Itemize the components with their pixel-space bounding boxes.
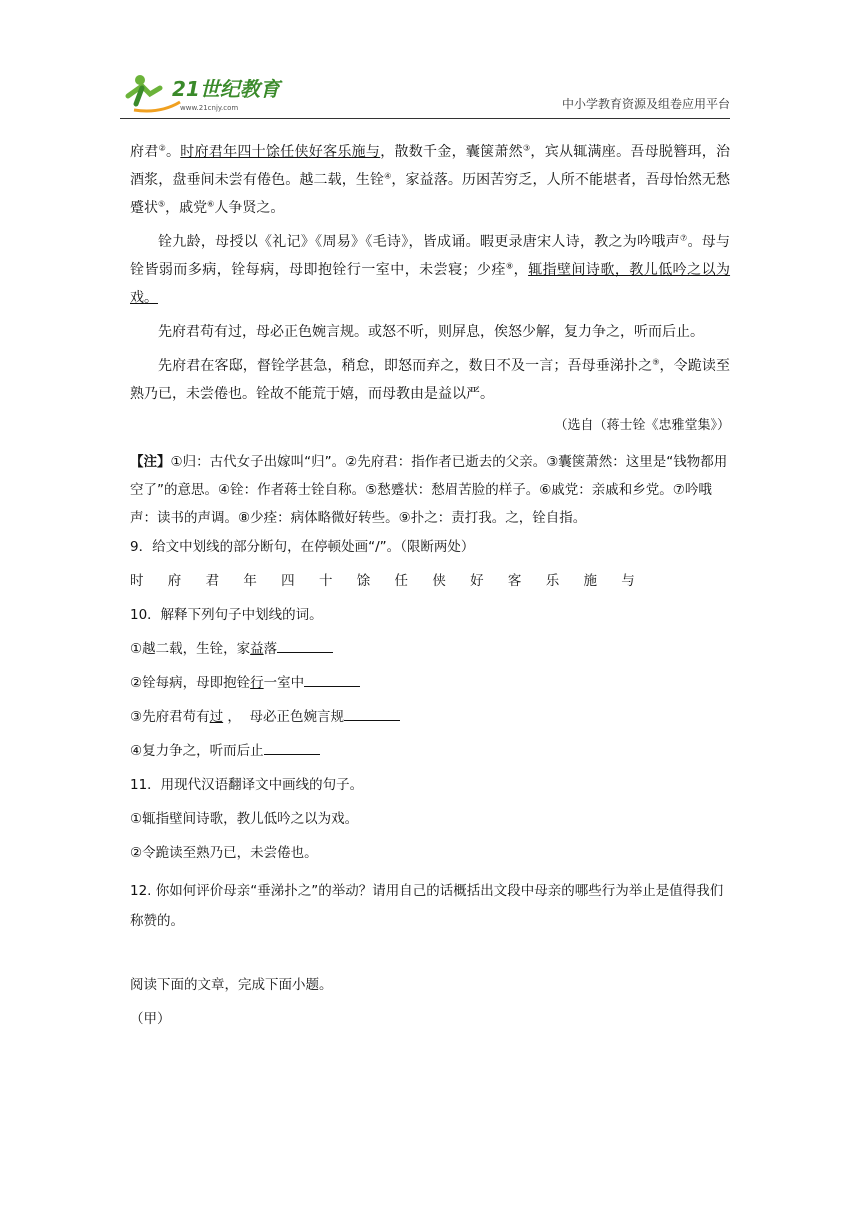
question-9-line: 时 府 君 年 四 十 馀 任 侠 好 客 乐 施 与	[130, 573, 645, 589]
site-logo	[120, 66, 290, 116]
passage-paragraph-4: 先府君在客邸，督铨学甚急，稍怠，即怒而弃之，数日不及一言；吾母垂涕扑之⑨，令跪读至熟乃已，未尝倦也。铨故不能荒于嬉，而母教由是益以严。	[130, 357, 731, 402]
answer-blank[interactable]	[277, 638, 333, 653]
passage-paragraph-1: 府君②。时府君年四十馀任侠好客乐施与，散数千金，囊箧萧然③，宾从辄满座。吾母脱簪珥，治酒浆，盘垂间未尝有倦色。越二载，生铨④，家益落。历困苦穷乏，人所不能堪者，吾母怡然无愁蹙状⑤，戚党⑥人争贤之。	[130, 143, 731, 216]
annotations: 【注】①归：古代女子出嫁叫“归”。②先府君：指作者已逝去的父亲。③囊箧萧然：这里是“钱物都用空了”的意思。④铨：作者蒋士铨自称。⑤愁蹙状：愁眉苦脸的样子。⑥戚党：亲戚和乡党。⑦吟哦声：读书的声调。⑧少痊：病体略微好转些。⑨扑之：责打我。之，铨自指。	[130, 454, 728, 526]
page-header	[120, 66, 730, 119]
question-11-item-2: ②令跪读至熟乃已，未尝倦也。	[130, 845, 318, 861]
question-11-item-1: ①辄指壁间诗歌，教儿低吟之以为戏。	[130, 811, 359, 827]
question-12: 12. 你如何评价母亲“垂涕扑之”的举动？请用自己的话概括出文段中母亲的哪些行为举止是值得我们称赞的。	[130, 883, 724, 929]
question-11: 11．用现代汉语翻译文中画线的句子。	[130, 777, 364, 793]
underlined-sentence-1: 时府君年四十馀任侠好客乐施与	[180, 144, 381, 160]
answer-blank[interactable]	[344, 706, 400, 721]
question-10: 10．解释下列句子中划线的词。	[130, 607, 323, 623]
passage-paragraph-3: 先府君苟有过，母必正色婉言规。或怒不听，则屏息，俟怒少解，复力争之，听而后止。	[158, 324, 704, 340]
passage-source: （选自（蒋士铨《忠雅堂集》）	[554, 418, 730, 433]
next-section-part: （甲）	[130, 1011, 171, 1027]
question-9: 9．给文中划线的部分断句，在停顿处画“/”。（限断两处）	[130, 539, 475, 555]
question-10-item-2: ②铨每病，母即抱铨行一室中	[130, 672, 730, 694]
platform-name: 中小学教育资源及组卷应用平台	[561, 97, 730, 111]
passage-paragraph-2: 铨九龄，母授以《礼记》《周易》《毛诗》，皆成诵。暇更录唐宋人诗，教之为吟哦声⑦。母与铨皆弱而多病，铨每病，母即抱铨行一室中，未尝寝；少痊⑧，辄指壁间诗歌，教儿低吟之以为戏。	[130, 233, 731, 306]
logo-text: 21世纪教育	[172, 77, 280, 101]
question-10-item-3: ③先府君苟有过 ， 母必正色婉言规	[130, 706, 730, 728]
underlined-sentence-2: 辄指壁间诗歌，教儿低吟之以为戏。	[130, 262, 731, 306]
answer-blank[interactable]	[264, 740, 320, 755]
next-section-intro: 阅读下面的文章，完成下面小题。	[130, 977, 333, 993]
question-10-item-4: ④复力争之，听而后止	[130, 740, 730, 762]
answer-blank[interactable]	[304, 672, 360, 687]
logo-url: www.21cnjy.com	[180, 104, 239, 112]
question-10-item-1: ①越二载，生铨，家益落	[130, 638, 730, 660]
document-body	[130, 138, 730, 1042]
notes-label: 【注】	[130, 454, 171, 470]
